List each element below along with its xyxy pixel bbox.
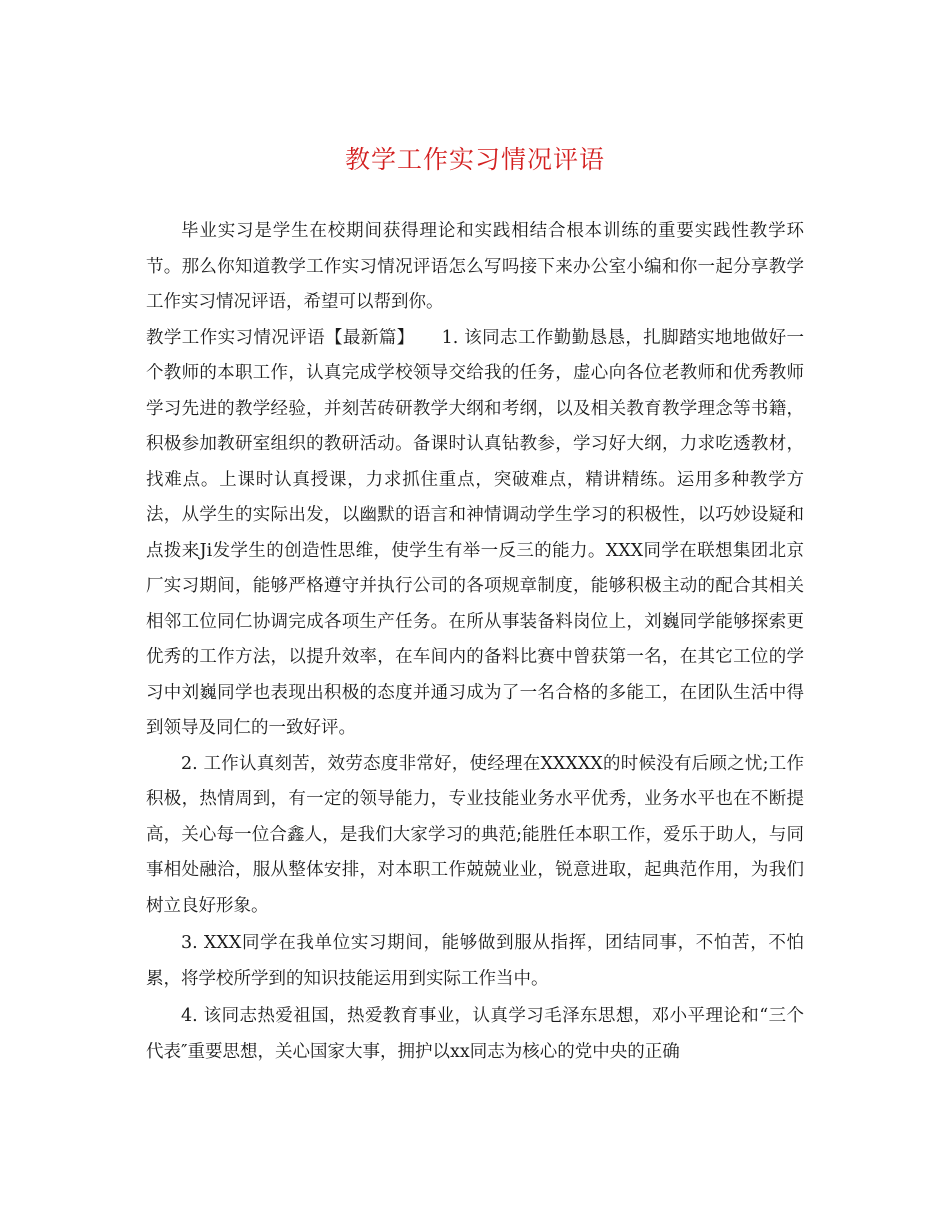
section-paragraph-2: 2. 工作认真刻苦，效劳态度非常好，使经理在XXXXX的时候没有后顾之忧;工作积极，热情周到，有一定的领导能力，专业技能业务水平优秀，业务水平也在不断提高，关心每一位合鑫人，是我们大家学习的典范;能胜任本职工作，爱乐于助人，与同事相处融洽，服从整体安排，对本职工作兢兢业业，锐意进取，起典范作用，为我们树立良好形象。	[146, 753, 804, 916]
section-paragraph-1: 教学工作实习情况评语【最新篇】 1. 该同志工作勤勤恳恳，扎脚踏实地地做好一个教师的本职工作，认真完成学校领导交给我的任务，虚心向各位老教师和优秀教师学习先进的教学经验，并刻苦砖研教学大纲和考纲，以及相关教育教学理念等书籍，积极参加教研室组织的教研活动。备课时认真钻教参，学习好大纲，力求吃透教材，找难点。上课时认真授课，力求抓住重点，突破难点，精讲精练。运用多种教学方法，从学生的实际出发，以幽默的语言和神情调动学生学习的积极性，以巧妙设疑和点拨来Ji发学生的创造性思维，使学生有举一反三的能力。XXX同学在联想集团北京厂实习期间，能够严格遵守并执行公司的各项规章制度，能够积极主动的配合其相关相邻工位同仁协调完成各项生产任务。在所从事装备料岗位上，刘巍同学能够探索更优秀的工作方法，以提升效率，在车间内的备料比赛中曾获第一名，在其它工位的学习中刘巍同学也表现出积极的态度并通习成为了一名合格的多能工，在团队生活中得到领导及同仁的一致好评。	[146, 327, 804, 738]
section-paragraph-3: 3. XXX同学在我单位实习期间，能够做到服从指挥，团结同事，不怕苦，不怕累，将学校所学到的知识技能运用到实际工作当中。	[146, 933, 804, 989]
intro-paragraph: 毕业实习是学生在校期间获得理论和实践相结合根本训练的重要实践性教学环节。那么你知道教学工作实习情况评语怎么写吗接下来办公室小编和你一起分享教学工作实习情况评语，希望可以帮到你。	[146, 221, 804, 312]
document-title: 教学工作实习情况评语	[344, 145, 605, 174]
document-body	[146, 214, 804, 1070]
section-paragraph-4: 4. 该同志热爱祖国，热爱教育事业，认真学习毛泽东思想，邓小平理论和“三个代表″重要思想，关心国家大事，拥护以xx同志为核心的党中央的正确	[146, 1006, 804, 1062]
